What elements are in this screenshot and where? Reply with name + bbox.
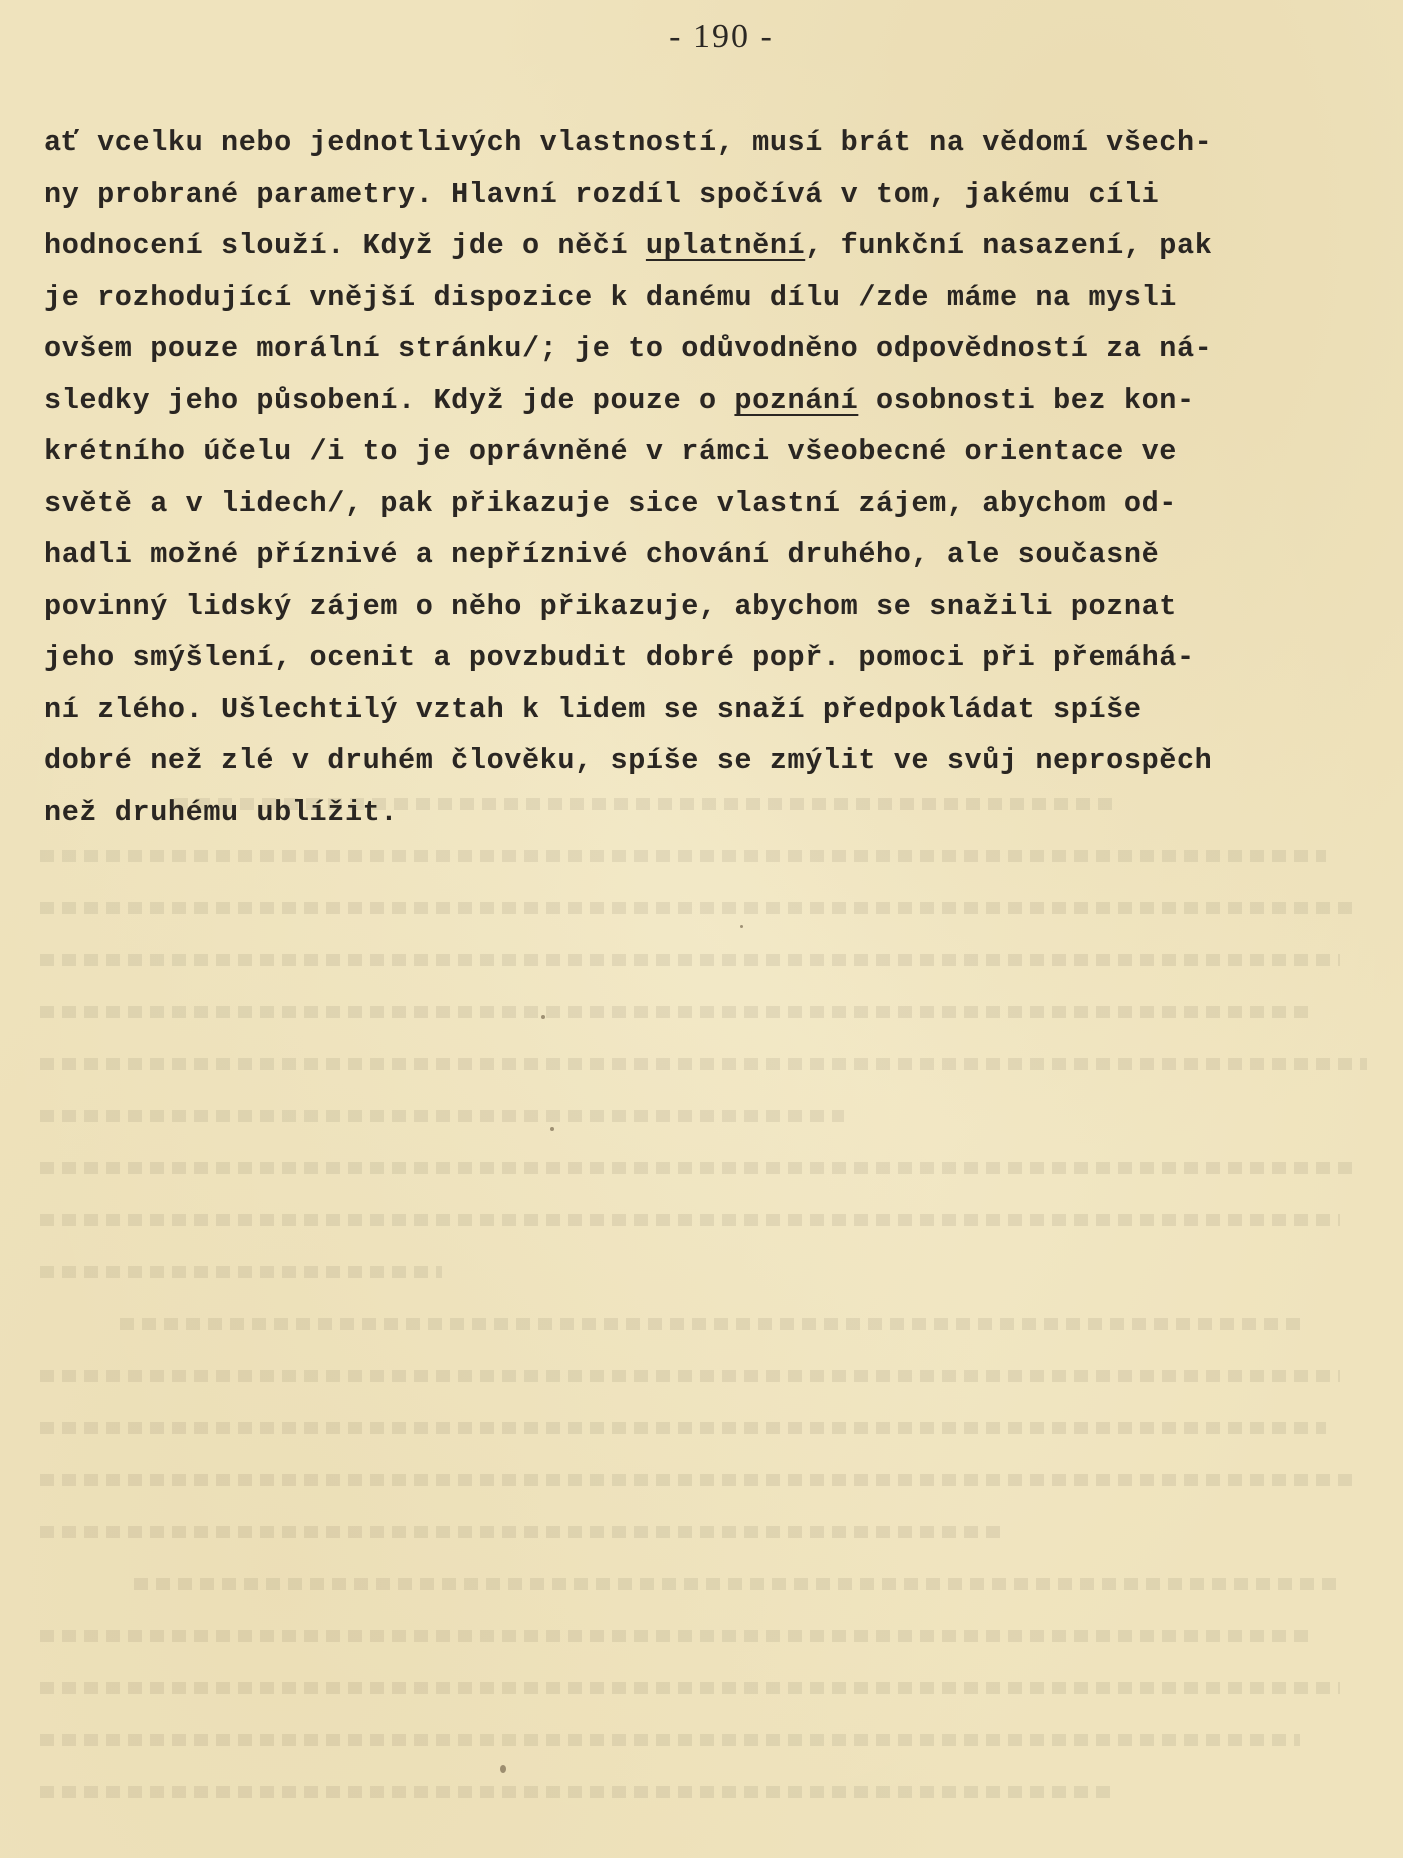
page-number: - 190 - <box>669 18 774 55</box>
text-line: jeho smýšlení, ocenit a povzbudit dobré popř. pomoci při přemáhá- <box>44 641 1195 674</box>
text-line: ny probrané parametry. Hlavní rozdíl spočívá v tom, jakému cíli <box>44 177 1160 211</box>
text-line: světě a v lidech/, pak přikazuje sice vlastní zájem, abychom od- <box>44 486 1177 520</box>
body-paragraph <box>44 117 1374 838</box>
text-line: je rozhodující vnější dispozice k danému dílu /zde máme na mysli <box>44 280 1177 314</box>
text-segment: osobnosti bez kon- <box>858 383 1195 417</box>
text-line <box>44 220 1374 272</box>
text-line <box>44 375 1374 427</box>
text-line: krétního účelu /i to je oprávněné v rámci všeobecné orientace ve <box>44 435 1177 468</box>
text-segment: sledky jeho působení. Když jde pouze o <box>44 383 735 417</box>
text-segment: hodnocení slouží. Když jde o něčí <box>44 229 646 262</box>
text-line: dobré než zlé v druhém člověku, spíše se zmýlit ve svůj neprospěch <box>44 744 1213 777</box>
reverse-side-bleed-through <box>40 780 1380 1820</box>
text-line: hadli možné příznivé a nepříznivé chování druhého, ale současně <box>44 538 1160 571</box>
text-line: povinný lidský zájem o něho přikazuje, abychom se snažili poznat <box>44 589 1177 623</box>
text-line: ní zlého. Ušlechtilý vztah k lidem se snaží předpokládat spíše <box>44 692 1142 726</box>
underlined-term-poznani: poznání <box>734 383 859 417</box>
text-line: než druhému ublížit. <box>44 795 399 829</box>
underlined-term-uplatneni: uplatnění <box>645 229 806 262</box>
paper-speck <box>541 1015 545 1019</box>
paper-speck <box>500 1765 506 1773</box>
paper-speck <box>550 1127 554 1131</box>
text-line: ať vcelku nebo jednotlivých vlastností, musí brát na vědomí všech- <box>44 126 1213 159</box>
text-segment: , funkční nasazení, pak <box>805 229 1213 262</box>
paper-speck <box>740 925 743 928</box>
text-line: ovšem pouze morální stránku/; je to odůvodněno odpovědností za ná- <box>44 332 1213 365</box>
